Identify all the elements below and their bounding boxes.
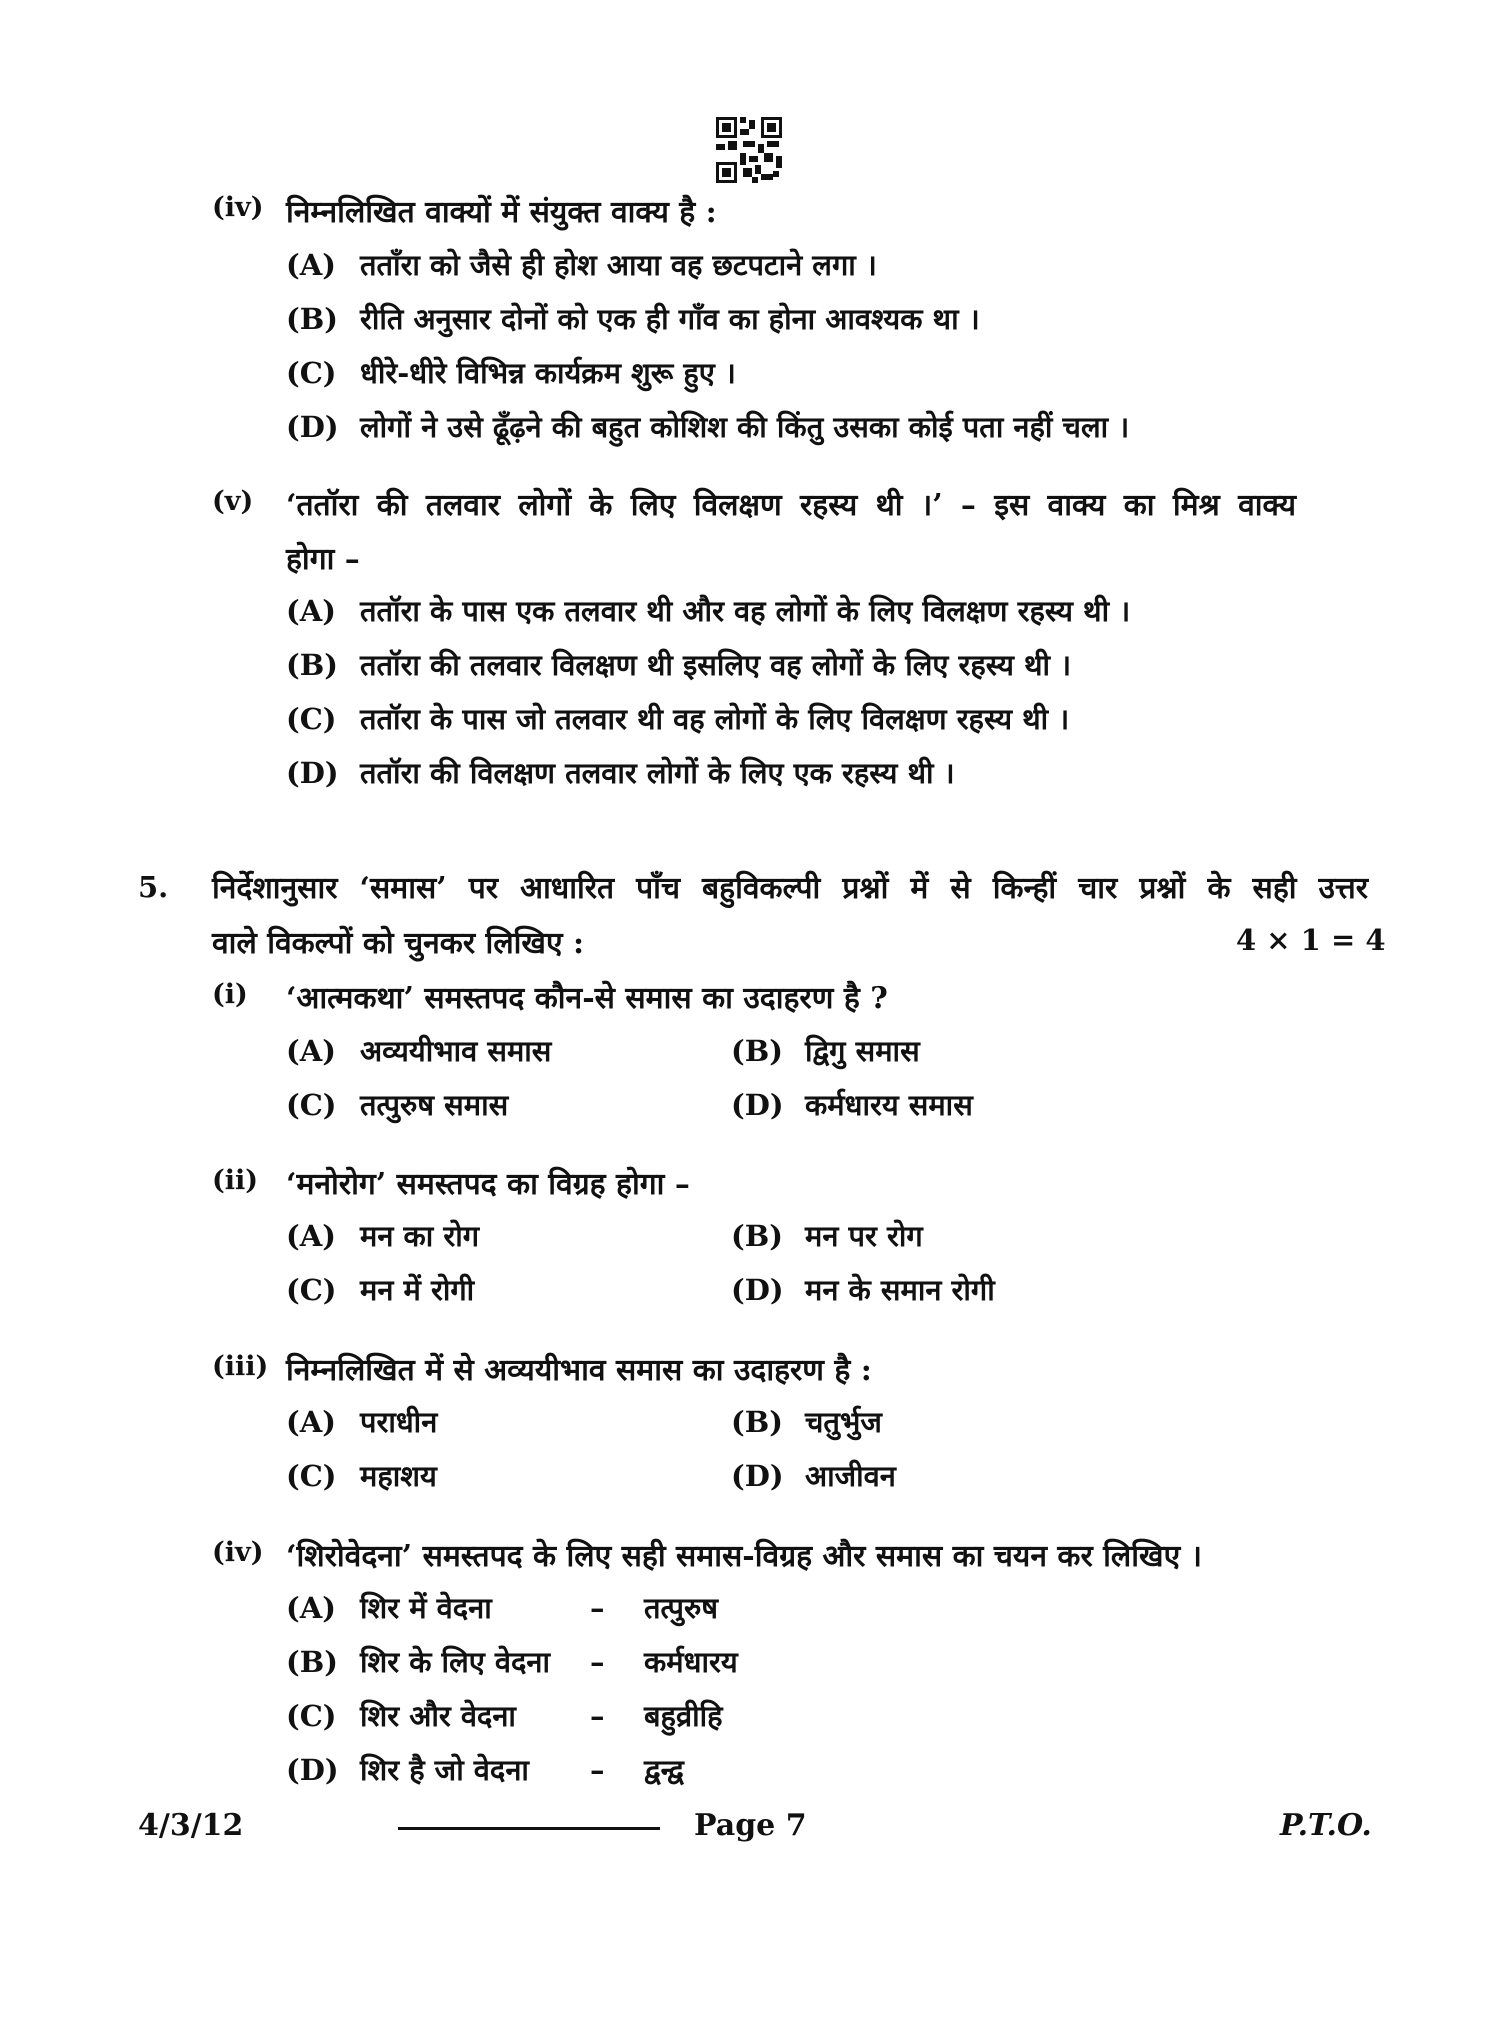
option-text: ततॉरा की विलक्षण तलवार लोगों के लिए एक रहस्य थी । bbox=[360, 756, 955, 790]
option-label: (D) bbox=[286, 410, 339, 444]
option-d bbox=[286, 407, 1129, 446]
option-a bbox=[286, 1588, 718, 1627]
option-vigraha: शिर है जो वेदना bbox=[360, 1753, 529, 1787]
question-stem: ‘आत्मकथा’ समस्तपद कौन-से समास का उदाहरण है ? bbox=[286, 981, 888, 1016]
option-dash: – bbox=[590, 1753, 605, 1787]
option-text: मन पर रोग bbox=[805, 1219, 923, 1253]
option-label: (A) bbox=[286, 248, 336, 282]
option-vigraha: शिर और वेदना bbox=[360, 1699, 516, 1733]
qr-code-icon bbox=[716, 117, 782, 183]
option-label: (A) bbox=[286, 594, 336, 628]
marks-allocation: 4 × 1 = 4 bbox=[1236, 923, 1386, 957]
option-label: (D) bbox=[286, 756, 339, 790]
subquestion-number: (i) bbox=[212, 979, 248, 1010]
option-label: (A) bbox=[286, 1219, 336, 1253]
option-label: (D) bbox=[731, 1088, 784, 1122]
option-text: मन का रोग bbox=[360, 1219, 480, 1253]
option-b bbox=[286, 299, 980, 338]
option-text: ततॉरा की तलवार विलक्षण थी इसलिए वह लोगों के लिए रहस्य थी । bbox=[360, 648, 1072, 682]
option-text: आजीवन bbox=[805, 1459, 896, 1493]
option-c bbox=[286, 1456, 437, 1495]
option-d bbox=[731, 1270, 995, 1309]
option-d bbox=[286, 1750, 684, 1789]
option-dash: – bbox=[590, 1699, 605, 1733]
option-samas: तत्पुरुष bbox=[644, 1591, 719, 1625]
question-stem-line-2: वाले विकल्पों को चुनकर लिखिए : bbox=[212, 926, 585, 961]
option-label: (C) bbox=[286, 1459, 337, 1493]
option-b bbox=[731, 1402, 882, 1441]
option-c bbox=[286, 1696, 723, 1735]
option-dash: – bbox=[590, 1591, 605, 1625]
option-a bbox=[286, 1031, 551, 1070]
option-label: (D) bbox=[286, 1753, 339, 1787]
option-label: (B) bbox=[731, 1219, 783, 1253]
option-label: (A) bbox=[286, 1591, 336, 1625]
option-d bbox=[731, 1456, 896, 1495]
option-text: ततॉरा के पास एक तलवार थी और वह लोगों के लिए विलक्षण रहस्य थी । bbox=[360, 594, 1131, 628]
option-d bbox=[731, 1085, 973, 1124]
option-label: (A) bbox=[286, 1034, 336, 1068]
option-text: धीरे-धीरे विभिन्न कार्यक्रम शुरू हुए । bbox=[360, 356, 736, 390]
subquestion-number: (ii) bbox=[212, 1165, 259, 1196]
option-label: (C) bbox=[286, 1699, 337, 1733]
paper-code: 4/3/12 bbox=[138, 1808, 244, 1843]
subquestion-number: (iii) bbox=[212, 1351, 269, 1382]
option-a bbox=[286, 1216, 479, 1255]
subquestion-number: (iv) bbox=[212, 1537, 264, 1568]
option-label: (C) bbox=[286, 1273, 337, 1307]
option-text: महाशय bbox=[360, 1459, 437, 1493]
option-c bbox=[286, 699, 1069, 738]
option-a bbox=[286, 245, 877, 284]
option-text: कर्मधारय समास bbox=[805, 1088, 973, 1122]
subquestion-number: (iv) bbox=[212, 192, 264, 223]
question-number: 5. bbox=[138, 870, 169, 904]
option-samas: द्वन्द्व bbox=[644, 1753, 684, 1787]
option-c bbox=[286, 1270, 474, 1309]
option-text: रीति अनुसार दोनों को एक ही गाँव का होना आवश्यक था । bbox=[360, 302, 980, 336]
option-dash: – bbox=[590, 1645, 605, 1679]
question-stem: निम्नलिखित वाक्यों में संयुक्त वाक्य है : bbox=[286, 195, 717, 230]
option-b bbox=[286, 645, 1071, 684]
option-text: द्विगु समास bbox=[805, 1034, 920, 1068]
question-stem-line-1: ‘ततॉरा की तलवार लोगों के लिए विलक्षण रहस्य थी ।’ – इस वाक्य का मिश्र वाक्य bbox=[286, 488, 1296, 523]
option-b bbox=[731, 1031, 920, 1070]
page-number: Page 7 bbox=[694, 1808, 807, 1843]
question-stem-line-1: निर्देशानुसार ‘समास’ पर आधारित पाँच बहुविकल्पी प्रश्नों में से किन्हीं चार प्रश्नों के सही उत्तर bbox=[212, 871, 1368, 906]
option-a bbox=[286, 591, 1130, 630]
option-vigraha: शिर में वेदना bbox=[360, 1591, 492, 1625]
option-label: (C) bbox=[286, 702, 337, 736]
option-label: (B) bbox=[731, 1034, 783, 1068]
option-c bbox=[286, 1085, 508, 1124]
option-text: अव्ययीभाव समास bbox=[360, 1034, 552, 1068]
question-stem: ‘मनोरोग’ समस्तपद का विग्रह होगा – bbox=[286, 1167, 690, 1202]
option-label: (D) bbox=[731, 1273, 784, 1307]
option-vigraha: शिर के लिए वेदना bbox=[360, 1645, 550, 1679]
option-label: (C) bbox=[286, 356, 337, 390]
question-stem-line-2: होगा – bbox=[286, 542, 360, 577]
option-text: चतुर्भुज bbox=[805, 1405, 882, 1439]
question-stem: निम्नलिखित में से अव्ययीभाव समास का उदाहरण है : bbox=[286, 1353, 872, 1388]
footer-rule bbox=[398, 1827, 660, 1830]
option-text: तत्पुरुष समास bbox=[360, 1088, 509, 1122]
option-label: (D) bbox=[731, 1459, 784, 1493]
option-samas: बहुव्रीहि bbox=[644, 1699, 723, 1733]
option-label: (B) bbox=[286, 302, 338, 336]
option-samas: कर्मधारय bbox=[644, 1645, 738, 1679]
option-c bbox=[286, 353, 736, 392]
option-d bbox=[286, 753, 955, 792]
pto-label: P.T.O. bbox=[1280, 1808, 1372, 1843]
option-a bbox=[286, 1402, 437, 1441]
option-text: पराधीन bbox=[360, 1405, 438, 1439]
option-text: मन में रोगी bbox=[360, 1273, 475, 1307]
option-b bbox=[731, 1216, 923, 1255]
subquestion-number: (v) bbox=[212, 486, 254, 517]
option-text: ततॉरा के पास जो तलवार थी वह लोगों के लिए विलक्षण रहस्य थी । bbox=[360, 702, 1070, 736]
option-label: (A) bbox=[286, 1405, 336, 1439]
option-text: लोगों ने उसे ढूँढ़ने की बहुत कोशिश की किंतु उसका कोई पता नहीं चला । bbox=[360, 410, 1130, 444]
option-label: (C) bbox=[286, 1088, 337, 1122]
option-label: (B) bbox=[286, 1645, 338, 1679]
option-text: तताँरा को जैसे ही होश आया वह छटपटाने लगा । bbox=[360, 248, 877, 282]
option-label: (B) bbox=[731, 1405, 783, 1439]
option-text: मन के समान रोगी bbox=[805, 1273, 995, 1307]
question-stem: ‘शिरोवेदना’ समस्तपद के लिए सही समास-विग्रह और समास का चयन कर लिखिए । bbox=[286, 1539, 1202, 1574]
option-b bbox=[286, 1642, 738, 1681]
option-label: (B) bbox=[286, 648, 338, 682]
